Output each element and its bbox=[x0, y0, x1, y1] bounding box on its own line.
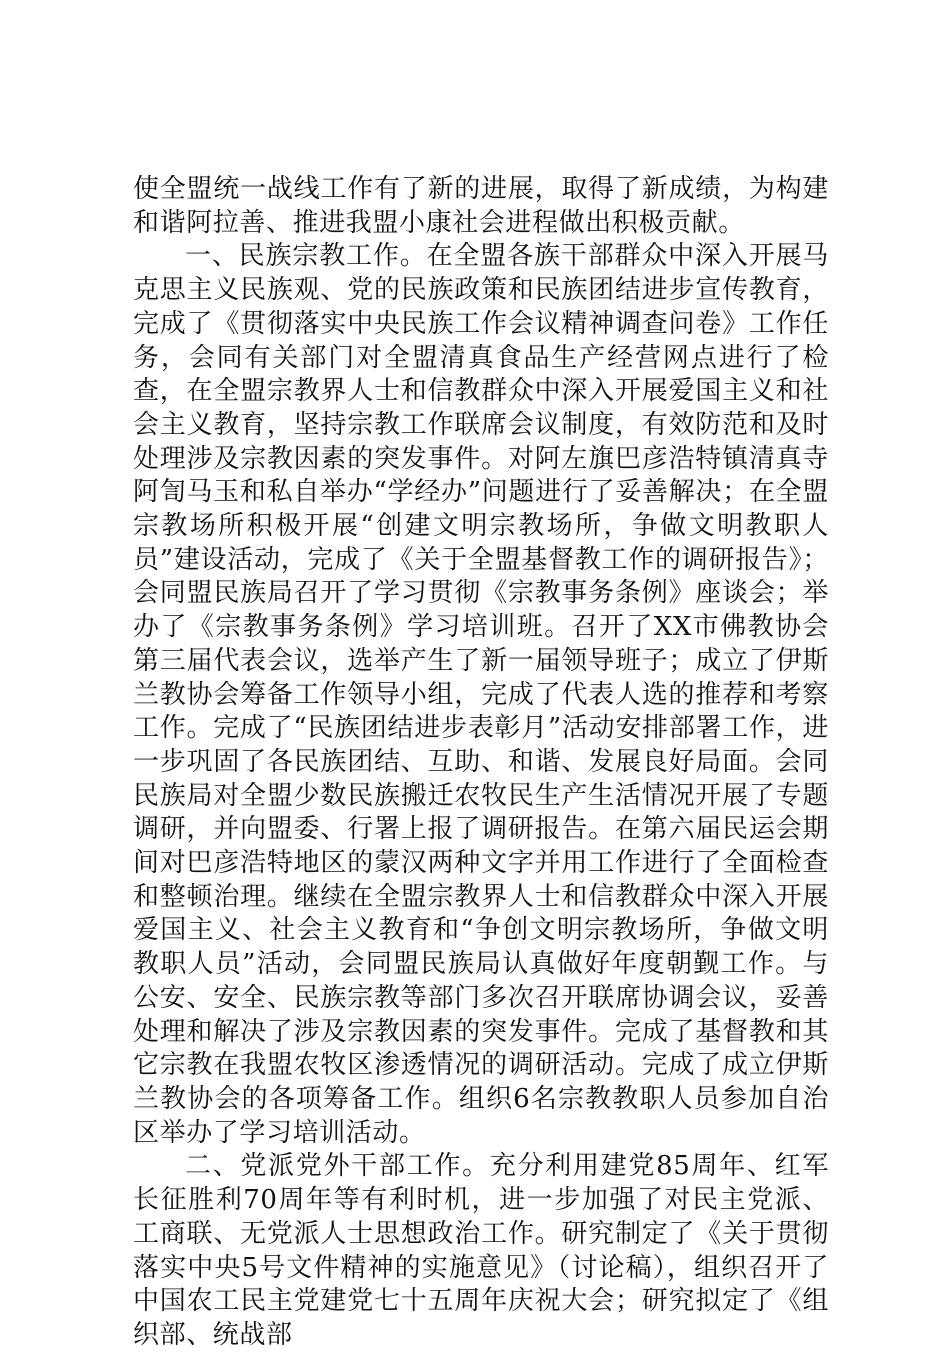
document-body bbox=[133, 173, 829, 1353]
paragraph-party-cadre-work: 二、党派党外干部工作。充分利用建党85周年、红军长征胜利70周年等有利时机，进一步加强了对民主党派、工商联、无党派人士思想政治工作。研究制定了《关于贯彻落实中央5号文件精神的实施意见》（讨论稿），组织召开了中国农工民主党建党七十五周年庆祝大会；研究拟定了《组织部、统战部 bbox=[133, 1151, 829, 1350]
paragraph-continuation: 使全盟统一战线工作有了新的进展，取得了新成绩，为构建和谐阿拉善、推进我盟小康社会进程做出积极贡献。 bbox=[133, 174, 829, 238]
paragraph-ethnic-religious-work: 一、民族宗教工作。在全盟各族干部群众中深入开展马克思主义民族观、党的民族政策和民族团结进步宣传教育，完成了《贯彻落实中央民族工作会议精神调查问卷》工作任务，会同有关部门对全盟清真食品生产经营网点进行了检查，在全盟宗教界人士和信教群众中深入开展爱国主义和社会主义教育，坚持宗教工作联席会议制度，有效防范和及时处理涉及宗教因素的突发事件。对阿左旗巴彦浩特镇清真寺阿訇马玉和私自举办“学经办”问题进行了妥善解决；在全盟宗教场所积极开展“创建文明宗教场所，争做文明教职人员”建设活动，完成了《关于全盟基督教工作的调研报告》；会同盟民族局召开了学习贯彻《宗教事务条例》座谈会；举办了《宗教事务条例》学习培训班。召开了XX市佛教协会第三届代表会议，选举产生了新一届领导班子；成立了伊斯兰教协会筹备工作领导小组，完成了代表人选的推荐和考察工作。完成了“民族团结进步表彰月”活动安排部署工作，进一步巩固了各民族团结、互助、和谐、发展良好局面。会同民族局对全盟少数民族搬迁农牧民生产生活情况开展了专题调研，并向盟委、行署上报了调研报告。在第六届民运会期间对巴彦浩特地区的蒙汉两种文字并用工作进行了全面检查和整顿治理。继续在全盟宗教界人士和信教群众中深入开展爱国主义、社会主义教育和“争创文明宗教场所，争做文明教职人员”活动，会同盟民族局认真做好年度朝觐工作。与公安、安全、民族宗教等部门多次召开联席协调会议，妥善处理和解决了涉及宗教因素的突发事件。完成了基督教和其它宗教在我盟农牧区渗透情况的调研活动。完成了成立伊斯兰教协会的各项筹备工作。组织6名宗教教职人员参加自治区举办了学习培训活动。 bbox=[133, 241, 829, 1148]
